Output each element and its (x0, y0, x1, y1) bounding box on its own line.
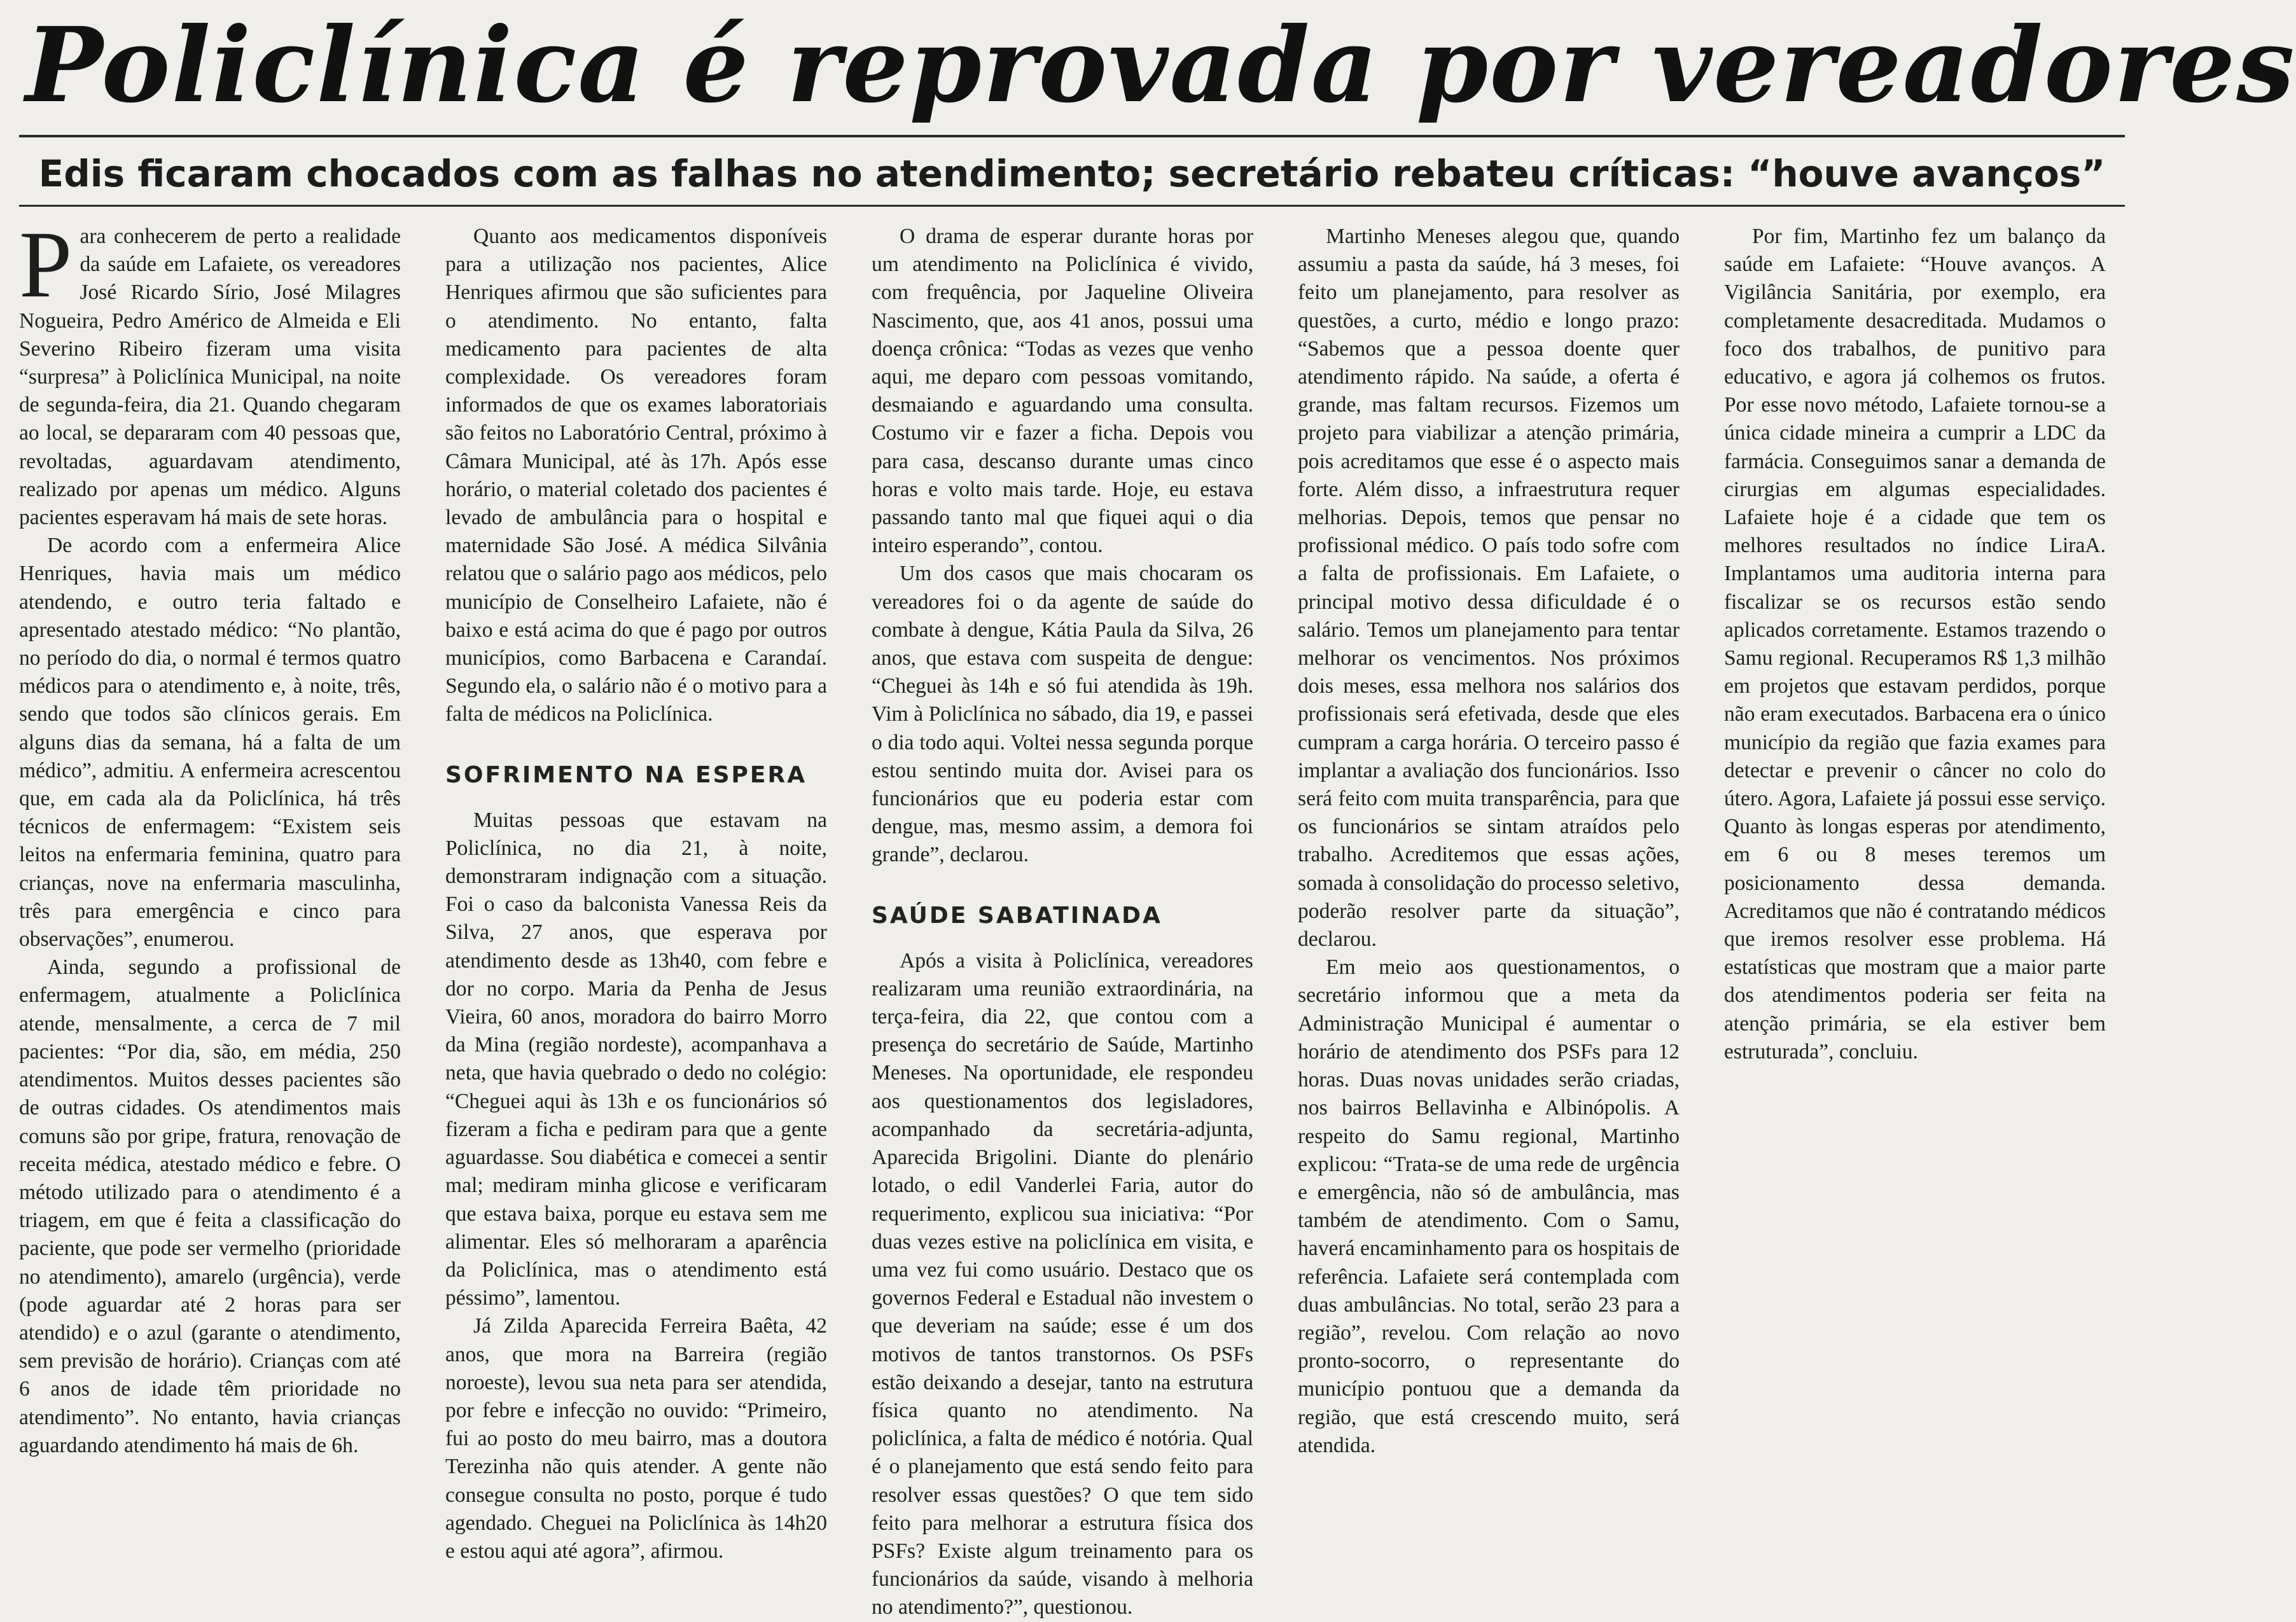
section-heading-saude-sabatinada: SAÚDE SABATINADA (872, 902, 1162, 929)
article-paragraph-7: O drama de esperar durante horas por um atendimento na Policlínica é vivido, com frequência, por Jaqueline Oliveira Nascimento, que, aos 41 anos, possui uma doença crônica: “Todas as vezes que venho aqui, me deparo com pessoas vomitando, desmaiando e aguardando uma consulta. Costumo vir e fazer a ficha. Depois vou para casa, descanso durante umas cinco horas e volto mais tarde. Hoje, eu estava passando tanto mal que fiquei aqui o dia inteiro esperando”, contou. (872, 225, 1253, 558)
article-paragraph-9: Após a visita à Policlínica, vereadores realizaram uma reunião extraordinária, na terça-feira, dia 22, que contou com a presença do secretário de Saúde, Martinho Meneses. Na oportunidade, ele respondeu aos questionamentos dos legisladores, acompanhado da secretária-adjunta, Aparecida Brigolini. Diante do plenário lotado, o edil Vanderlei Faria, autor do requerimento, explicou sua iniciativa: “Por duas vezes estive na policlínica em visita, e uma vez fui como usuário. Destaco que os governos Federal e Estadual não investem o que deveriam na saúde; esse é um dos motivos de tantos transtornos. Os PSFs estão deixando a desejar, tanto na estrutura física quanto no atendimento. Na policlínica, a falta de médico é notória. Qual é o planejamento que está sendo feito para resolver essas questões? O que tem sido feito para melhorar a estrutura física dos PSFs? Existe algum treinamento para os funcionários da saúde, visando à melhoria no atendimento?”, questionou. (872, 948, 1253, 1619)
article-paragraph-6: Já Zilda Aparecida Ferreira Baêta, 42 anos, que mora na Barreira (região noroeste), levou sua neta para ser atendida, por febre e infecção no ouvido: “Primeiro, fui ao posto do meu bairro, mas a doutora Terezinha não quis atender. A gente não consegue consulta no posto, porque é tudo agendado. Cheguei na Policlínica às 14h20 e estou aqui até agora”, afirmou. (445, 1314, 827, 1563)
article-paragraph-8: Um dos casos que mais chocaram os vereadores foi o da agente de saúde do combate à dengue, Kátia Paula da Silva, 26 anos, que estava com suspeita de dengue: “Cheguei às 14h e só fui atendida às 19h. Vim à Policlínica no sábado, dia 19, e passei o dia todo aqui. Voltei nessa segunda porque estou sentindo muita dor. Avisei para os funcionários que eu poderia estar com dengue, mas, mesmo assim, a demora foi grande”, declarou. (872, 562, 1253, 867)
article-paragraph-12: Por fim, Martinho fez um balanço da saúde em Lafaiete: “Houve avanços. A Vigilância Sanitária, por exemplo, era completamente desacreditada. Mudamos o foco dos trabalhos, de punitivo para educativo, e agora já colhemos os frutos. Por esse novo método, Lafaiete tornou-se a única cidade mineira a cumprir a LDC da farmácia. Conseguimos sanar a demanda de cirurgias em algumas especialidades. Lafaiete hoje é a cidade que tem os melhores resultados no índice LiraA. Implantamos uma auditoria interna para fiscalizar se os recursos estão sendo aplicados corretamente. Estamos trazendo o Samu regional. Recuperamos R$ 1,3 milhão em projetos que estavam perdidos, porque não eram executados. Barbacena era o único município da região que fazia exames para detectar e prevenir o câncer no colo do útero. Agora, Lafaiete já possui esse serviço. Quanto às longas esperas por atendimento, em 6 ou 8 meses teremos um posicionamento dessa demanda. Acreditamos que não é contratando médicos que iremos resolver esse problema. Há estatísticas que mostram que a maior parte dos atendimentos poderia ser feita na atenção primária, se ela estiver bem estruturada”, concluiu. (1724, 225, 2106, 1064)
article-column-4 (1298, 223, 1680, 1546)
article-paragraph-4: Quanto aos medicamentos disponíveis para a utilização nos pacientes, Alice Henriques afirmou que são suficientes para o atendimento. No entanto, falta medicamento para pacientes de alta complexidade. Os vereadores foram informados de que os exames laboratoriais são feitos no Laboratório Central, próximo à Câmara Municipal, até às 17h. Após esse horário, o material coletado dos pacientes é levado de ambulância para o hospital e maternidade São José. A médica Silvânia relatou que o salário pago aos médicos, pelo município de Conselheiro Lafaiete, não é baixo e está acima do que é pago por outros municípios, como Barbacena e Carandaí. Segundo ela, o salário não é o motivo para a falta de médicos na Policlínica. (445, 225, 827, 726)
subheadline: Edis ficaram chocados com as falhas no atendimento; secretário rebateu críticas: “houve avanços” (38, 152, 2106, 195)
article-paragraph-1 (19, 212, 401, 532)
section-heading-sofrimento: SOFRIMENTO NA ESPERA (445, 761, 807, 788)
article-paragraph-3: Ainda, segundo a profissional de enfermagem, atualmente a Policlínica atende, mensalmente, a cerca de 7 mil pacientes: “Por dia, são, em média, 250 atendimentos. Muitos desses pacientes são de outras cidades. Os atendimentos mais comuns são por gripe, fratura, renovação de receita médica, atestado médico e febre. O método utilizado para o atendimento é a triagem, em que é feita a classificação do paciente, que pode ser vermelho (prioridade no atendimento), amarelo (urgência), verde (pode aguardar até 2 horas para ser atendido) e o azul (garante o atendimento, sem previsão de horário). Crianças com até 6 anos de idade têm prioridade no atendimento”. No entanto, havia crianças aguardando atendimento há mais de 6h. (19, 955, 401, 1457)
article-paragraph-10: Martinho Meneses alegou que, quando assumiu a pasta da saúde, há 3 meses, foi feito um planejamento, para resolver as questões, a curto, médio e longo prazo: “Sabemos que a pessoa doente quer atendimento rápido. Na saúde, a oferta é grande, mas faltam recursos. Fizemos um projeto para viabilizar a atenção primária, pois acreditamos que esse é o aspecto mais forte. Além disso, a infraestrutura requer melhorias. Depois, temos que pensar no profissional médico. O país todo sofre com a falta de profissionais. Em Lafaiete, o principal motivo dessa dificuldade é o salário. Temos um planejamento para tentar melhorar os vencimentos. Nos próximos dois meses, essa melhora nos salários dos profissionais será efetivada, desde que eles cumpram a carga horária. O terceiro passo é implantar a avaliação dos funcionários. Isso será feito com muita transparência, para que os funcionários se sintam atraídos pelo trabalho. Acreditemos que essas ações, somada à consolidação do processo seletivo, poderão resolver parte da situação”, declarou. (1298, 225, 1680, 952)
article-paragraph-5: Muitas pessoas que estavam na Policlínica, no dia 21, à noite, demonstraram indignação com a situação. Foi o caso da balconista Vanessa Reis da Silva, 27 anos, que esperava por atendimento desde as 13h40, com febre e dor no corpo. Maria da Penha de Jesus Vieira, 60 anos, moradora do bairro Morro da Mina (região nordeste), acompanhava a neta, que havia quebrado o dedo no colégio: “Cheguei aqui às 13h e os funcionários só fizeram a ficha e pediram para que a gente aguardasse. Sou diabética e comecei a sentir mal; mediram minha glicose e verificaram que estava baixa, porque eu estava sem me alimentar. Eles só melhoraram a aparência da Policlínica, mas o atendimento está péssimo”, lamentou. (445, 808, 827, 1310)
article-column-1 (19, 212, 401, 1546)
headline: Policlínica é reprovada por vereadores (25, 5, 2296, 126)
article-paragraph-2: De acordo com a enfermeira Alice Henriques, havia mais um médico atendendo, e outro teria faltado e apresentado atestado médico: “No plantão, no período do dia, o normal é termos quatro médicos para o atendimento e, à noite, três, sendo que todos são clínicos gerais. Em alguns dias da semana, há a falta de um médico”, admitiu. A enfermeira acrescentou que, em cada ala da Policlínica, há três técnicos de enfermagem: “Existem seis leitos na enfermaria feminina, quatro para crianças, nove na enfermaria masculinha, três para emergência e cinco para observações”, enumerou. (19, 534, 401, 952)
drop-cap: P (19, 212, 73, 317)
article-column-5 (1724, 223, 2106, 1546)
top-rule (19, 135, 2125, 137)
bottom-rule (19, 205, 2125, 207)
article-column-2 (445, 223, 827, 1563)
article-paragraph-1-text: ara conhecerem de perto a realidade da saúde em Lafaiete, os vereadores José Ricardo Sírio, José Milagres Nogueira, Pedro Américo de Almeida e Eli Severino Ribeiro fizeram uma visita “surpresa” à Policlínica Municipal, na noite de segunda-feira, dia 21. Quando chegaram ao local, se depararam com 40 pessoas que, revoltadas, aguardavam atendimento, realizado por apenas um médico. Alguns pacientes esperavam há mais de sete horas. (19, 225, 401, 530)
article-paragraph-11: Em meio aos questionamentos, o secretário informou que a meta da Administração Municipal é aumentar o horário de atendimento dos PSFs para 12 horas. Duas novas unidades serão criadas, nos bairros Bellavinha e Albinópolis. A respeito do Samu regional, Martinho explicou: “Trata-se de uma rede de urgência e emergência, não só de ambulância, mas também de atendimento. Com o Samu, haverá encaminhamento para os hospitais de referência. Lafaiete será contemplada com duas ambulâncias. No total, serão 23 para a região”, revelou. Com relação ao novo pronto-socorro, o representante do município pontuou que a demanda da região, que está crescendo muito, será atendida. (1298, 955, 1680, 1457)
article-column-3 (872, 223, 1253, 1619)
